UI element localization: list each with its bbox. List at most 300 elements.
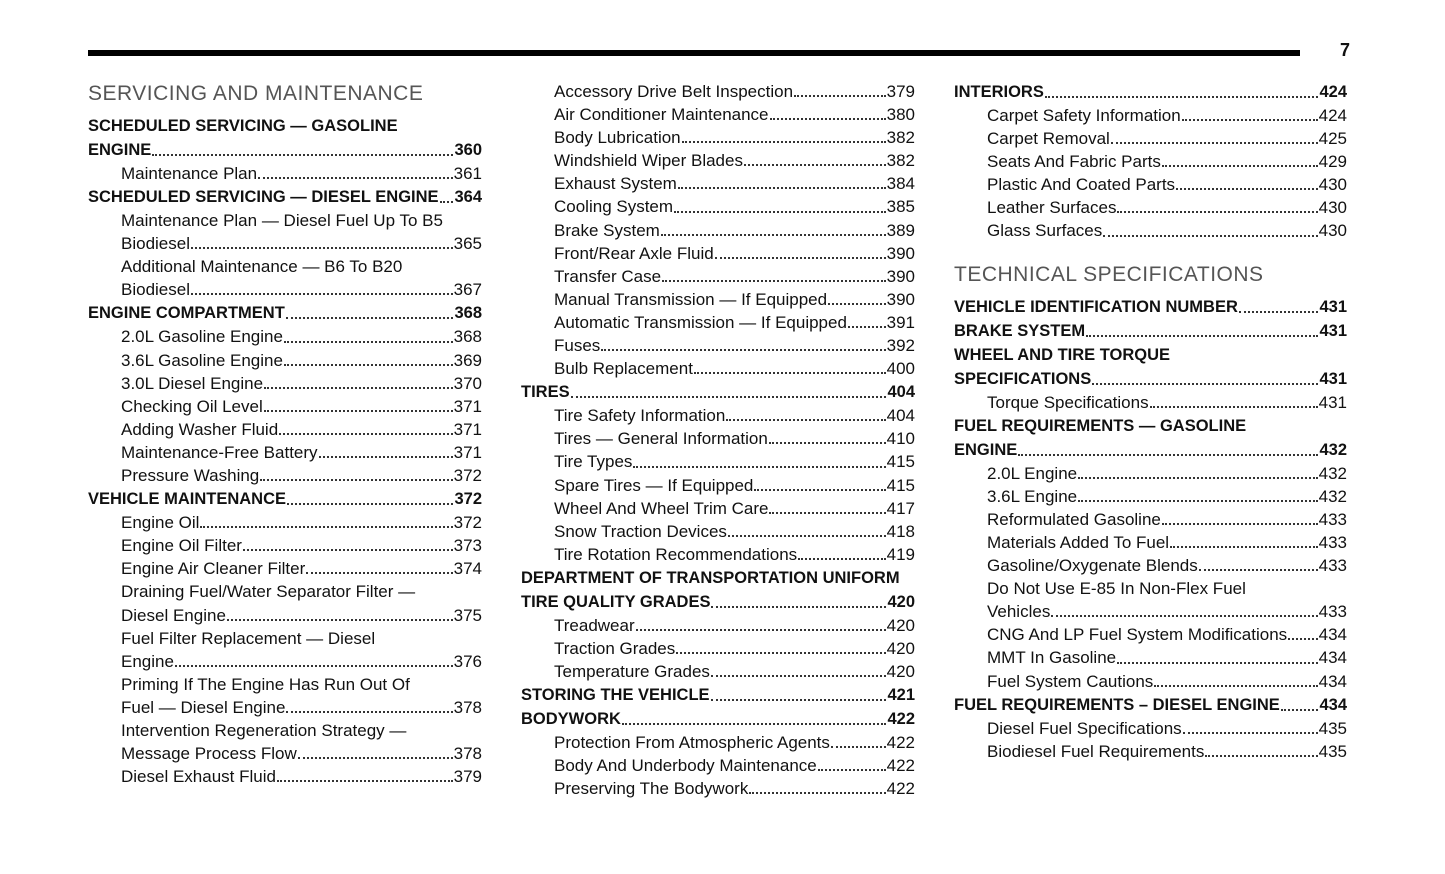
- toc-entry[interactable]: [954, 127, 1347, 150]
- toc-entry[interactable]: [88, 325, 482, 348]
- entry-page-number: 371: [453, 396, 482, 416]
- entry-page-number: 379: [453, 767, 482, 787]
- entry-page-number: 374: [453, 559, 482, 579]
- entry-title: Glass Surfaces: [987, 221, 1103, 241]
- entry-page-number: 419: [886, 544, 915, 564]
- dot-leader: [1150, 406, 1318, 408]
- entry-title: TIRES: [521, 383, 570, 402]
- dot-leader: [284, 341, 453, 343]
- entry-title: Fuel — Diesel Engine: [121, 697, 286, 717]
- toc-entry[interactable]: [88, 627, 482, 650]
- dot-leader: [1288, 638, 1317, 640]
- toc-entry[interactable]: [954, 391, 1347, 414]
- toc-entry[interactable]: [954, 196, 1347, 219]
- entry-title: VEHICLE MAINTENANCE: [88, 490, 287, 509]
- dot-leader: [678, 187, 886, 189]
- toc-entry[interactable]: [521, 242, 915, 265]
- entry-title: Message Process Flow: [121, 744, 297, 764]
- dot-leader: [260, 479, 452, 481]
- toc-entry[interactable]: [88, 765, 482, 788]
- dot-leader: [711, 699, 887, 701]
- toc-heading-entry[interactable]: [954, 319, 1347, 343]
- entry-title: Spare Tires — If Equipped: [554, 475, 754, 495]
- dot-leader: [1051, 615, 1317, 617]
- entry-page-number: 430: [1318, 175, 1347, 195]
- entry-title: Tire Rotation Recommendations: [554, 544, 798, 564]
- dot-leader: [744, 164, 886, 166]
- dot-leader: [711, 606, 886, 608]
- entry-title: Biodiesel: [121, 280, 190, 300]
- entry-page-number: 434: [1318, 625, 1347, 645]
- dot-leader: [848, 326, 886, 328]
- dot-leader: [1117, 211, 1317, 213]
- page-number: 7: [1339, 40, 1350, 60]
- entry-title: MMT In Gasoline: [987, 648, 1117, 668]
- toc-heading-entry[interactable]: [88, 185, 482, 209]
- dot-leader: [1078, 477, 1318, 479]
- toc-entry[interactable]: [88, 696, 482, 719]
- entry-page-number: 400: [886, 359, 915, 379]
- toc-entry[interactable]: [521, 427, 915, 450]
- dot-leader: [682, 141, 886, 143]
- entry-page-number: 390: [886, 289, 915, 309]
- entry-page-number: 382: [886, 151, 915, 171]
- entry-page-number: 417: [886, 498, 915, 518]
- toc-heading-entry[interactable]: [521, 707, 915, 731]
- entry-title: Snow Traction Devices: [554, 521, 727, 541]
- toc-heading-entry[interactable]: [88, 114, 482, 138]
- dot-leader: [622, 723, 887, 725]
- entry-title: Additional Maintenance — B6 To B20: [121, 257, 403, 277]
- section-title: SERVICING AND MAINTENANCE: [88, 82, 424, 105]
- dot-leader: [601, 349, 885, 351]
- toc-entry[interactable]: [954, 740, 1347, 763]
- dot-leader: [1117, 662, 1318, 664]
- toc-entry[interactable]: [954, 577, 1347, 600]
- entry-title: FUEL REQUIREMENTS – DIESEL ENGINE: [954, 695, 1280, 714]
- entry-title: Checking Oil Level: [121, 396, 263, 416]
- toc-entry[interactable]: [521, 219, 915, 242]
- toc-entry[interactable]: [521, 311, 915, 334]
- entry-title: Automatic Transmission — If Equipped: [554, 312, 847, 332]
- entry-page-number: 373: [453, 536, 482, 556]
- entry-title: Air Conditioner Maintenance: [554, 105, 769, 125]
- entry-page-number: 371: [453, 419, 482, 439]
- entry-page-number: 391: [886, 312, 915, 332]
- toc-entry[interactable]: [954, 623, 1347, 646]
- toc-entry[interactable]: [954, 173, 1347, 196]
- toc-heading-entry[interactable]: [521, 380, 915, 404]
- entry-title: 3.6L Engine: [987, 486, 1078, 506]
- dot-leader: [1281, 709, 1319, 711]
- entry-page-number: 434: [1318, 671, 1347, 691]
- entry-title: SPECIFICATIONS: [954, 369, 1092, 388]
- toc-entry[interactable]: [88, 604, 482, 627]
- entry-page-number: 430: [1318, 221, 1347, 241]
- entry-title: 2.0L Engine: [987, 463, 1078, 483]
- dot-leader: [1045, 96, 1319, 98]
- entry-page-number: 378: [453, 744, 482, 764]
- dot-leader: [277, 780, 453, 782]
- toc-entry[interactable]: [954, 600, 1347, 623]
- entry-page-number: 431: [1319, 321, 1347, 340]
- entry-title: Adding Washer Fluid: [121, 419, 279, 439]
- entry-title: Treadwear: [554, 615, 635, 635]
- entry-title: SCHEDULED SERVICING — DIESEL ENGINE: [88, 188, 439, 207]
- entry-title: Priming If The Engine Has Run Out Of: [121, 674, 410, 694]
- entry-title: Maintenance Plan: [121, 164, 258, 183]
- entry-page-number: 415: [886, 452, 915, 472]
- entry-title: Engine: [121, 651, 174, 671]
- dot-leader: [1018, 454, 1318, 456]
- toc-entry[interactable]: [521, 80, 915, 103]
- entry-page-number: 384: [886, 174, 915, 194]
- entry-page-number: 382: [886, 128, 915, 148]
- entry-page-number: 371: [453, 442, 482, 462]
- entry-title: Seats And Fabric Parts: [987, 152, 1161, 172]
- toc-entry[interactable]: [521, 474, 915, 497]
- entry-page-number: 432: [1318, 486, 1347, 506]
- entry-page-number: 433: [1318, 556, 1347, 576]
- entry-title: BRAKE SYSTEM: [954, 321, 1086, 340]
- entry-title: ENGINE: [954, 440, 1018, 459]
- entry-page-number: 372: [454, 490, 482, 509]
- toc-entry[interactable]: [954, 717, 1347, 740]
- entry-title: Torque Specifications: [987, 392, 1149, 412]
- entry-page-number: 392: [886, 336, 915, 356]
- entry-title: 3.6L Gasoline Engine: [121, 350, 283, 370]
- entry-title: INTERIORS: [954, 83, 1044, 101]
- entry-page-number: 360: [454, 141, 482, 159]
- dot-leader: [831, 746, 886, 748]
- toc-entry[interactable]: [88, 464, 482, 487]
- toc-entry[interactable]: [88, 673, 482, 696]
- entry-title: Draining Fuel/Water Separator Filter —: [121, 582, 416, 602]
- entry-page-number: 433: [1318, 532, 1347, 552]
- toc-heading-entry[interactable]: [521, 683, 915, 707]
- toc-entry[interactable]: [521, 497, 915, 520]
- entry-page-number: 433: [1318, 602, 1347, 622]
- entry-title: Tire Types: [554, 452, 633, 472]
- dot-leader: [1154, 685, 1317, 687]
- toc-entry[interactable]: [954, 150, 1347, 173]
- entry-title: Transfer Case: [554, 266, 662, 286]
- toc-entry[interactable]: [521, 754, 915, 777]
- entry-page-number: 370: [453, 373, 482, 393]
- entry-page-number: 389: [886, 220, 915, 240]
- entry-title: Bulb Replacement: [554, 359, 693, 379]
- toc-heading-entry[interactable]: [954, 295, 1347, 319]
- toc-entry[interactable]: [88, 418, 482, 441]
- toc-heading-entry[interactable]: [88, 301, 482, 325]
- toc-entry[interactable]: [954, 104, 1347, 127]
- dot-leader: [769, 512, 885, 514]
- toc-heading-entry[interactable]: [954, 693, 1347, 717]
- entry-title: Fuses: [554, 336, 601, 356]
- toc-entry[interactable]: [88, 349, 482, 372]
- entry-title: Vehicles: [987, 602, 1051, 622]
- toc-entry[interactable]: [88, 742, 482, 765]
- entry-page-number: 435: [1318, 718, 1347, 738]
- toc-entry[interactable]: [88, 511, 482, 534]
- dot-leader: [1086, 335, 1318, 337]
- entry-title: Body And Underbody Maintenance: [554, 756, 817, 776]
- dot-leader: [1239, 311, 1319, 313]
- toc-entry[interactable]: [521, 288, 915, 311]
- dot-leader: [715, 257, 886, 259]
- entry-page-number: 434: [1319, 695, 1347, 714]
- entry-title: Reformulated Gasoline: [987, 509, 1161, 529]
- entry-title: CNG And LP Fuel System Modifications: [987, 625, 1288, 645]
- toc-heading-entry[interactable]: [954, 367, 1347, 391]
- toc-entry[interactable]: [521, 265, 915, 288]
- entry-page-number: 429: [1318, 152, 1347, 172]
- entry-title: Manual Transmission — If Equipped: [554, 289, 828, 309]
- entry-page-number: 375: [453, 605, 482, 625]
- toc-entry[interactable]: [521, 126, 915, 149]
- entry-page-number: 404: [887, 383, 915, 402]
- entry-title: Front/Rear Axle Fluid: [554, 243, 714, 263]
- entry-page-number: 434: [1318, 648, 1347, 668]
- entry-title: Carpet Safety Information: [987, 106, 1181, 125]
- toc-entry[interactable]: [521, 172, 915, 195]
- dot-leader: [749, 792, 885, 794]
- entry-page-number: 372: [453, 466, 482, 486]
- dot-leader: [676, 652, 885, 654]
- entry-page-number: 431: [1318, 392, 1347, 412]
- entry-title: VEHICLE IDENTIFICATION NUMBER: [954, 297, 1238, 316]
- dot-leader: [175, 665, 453, 667]
- dot-leader: [243, 549, 453, 551]
- entry-title: Temperature Grades: [554, 662, 710, 682]
- toc-heading-entry[interactable]: [88, 138, 482, 162]
- dot-leader: [286, 711, 452, 713]
- toc-entry[interactable]: [521, 520, 915, 543]
- dot-leader: [661, 234, 886, 236]
- entry-title: Diesel Exhaust Fluid: [121, 767, 276, 787]
- entry-title: Engine Oil: [121, 513, 200, 533]
- toc-entry[interactable]: [521, 731, 915, 754]
- entry-title: Fuel Filter Replacement — Diesel: [121, 628, 376, 648]
- entry-title: Body Lubrication: [554, 128, 681, 148]
- entry-page-number: 376: [453, 651, 482, 671]
- toc-entry[interactable]: [521, 103, 915, 126]
- entry-title: Do Not Use E-85 In Non-Flex Fuel: [987, 579, 1246, 599]
- entry-title: STORING THE VEHICLE: [521, 686, 710, 705]
- toc-entry[interactable]: [954, 670, 1347, 693]
- toc-entry[interactable]: [521, 357, 915, 380]
- dot-leader: [1162, 165, 1318, 167]
- entry-title: Preserving The Bodywork: [554, 779, 749, 799]
- entry-title: Intervention Regeneration Strategy —: [121, 720, 407, 740]
- dot-leader: [1092, 383, 1318, 385]
- entry-title: TIRE QUALITY GRADES: [521, 592, 711, 611]
- entry-title: Materials Added To Fuel: [987, 532, 1170, 552]
- dot-leader: [284, 364, 453, 366]
- toc-entry[interactable]: [88, 557, 482, 580]
- entry-title: ENGINE COMPARTMENT: [88, 304, 285, 323]
- entry-title: DEPARTMENT OF TRANSPORTATION UNIFORM: [521, 568, 900, 587]
- toc-column-3: [954, 80, 1347, 763]
- entry-page-number: 421: [887, 686, 915, 705]
- entry-title: BODYWORK: [521, 710, 621, 729]
- toc-entry[interactable]: [88, 162, 482, 185]
- dot-leader: [1103, 235, 1317, 237]
- toc-entry[interactable]: [954, 485, 1347, 508]
- entry-title: WHEEL AND TIRE TORQUE: [954, 345, 1171, 364]
- entry-page-number: 431: [1319, 369, 1347, 388]
- toc-entry[interactable]: [954, 219, 1347, 242]
- dot-leader: [306, 572, 452, 574]
- entry-page-number: 385: [886, 197, 915, 217]
- toc-entry[interactable]: [521, 450, 915, 473]
- toc-entry[interactable]: [88, 580, 482, 603]
- entry-title: Maintenance-Free Battery: [121, 442, 318, 462]
- toc-heading-entry[interactable]: [954, 80, 1347, 104]
- entry-title: Carpet Removal: [987, 129, 1110, 149]
- entry-page-number: 368: [454, 304, 482, 323]
- toc-entry[interactable]: [88, 209, 482, 232]
- entry-page-number: 422: [887, 710, 915, 729]
- entry-title: Cooling System: [554, 197, 674, 217]
- toc-heading-entry[interactable]: [88, 487, 482, 511]
- toc-entry[interactable]: [521, 149, 915, 172]
- dot-leader: [319, 456, 453, 458]
- entry-title: 3.0L Diesel Engine: [121, 373, 264, 393]
- dot-leader: [258, 177, 453, 179]
- toc-entry[interactable]: [88, 534, 482, 557]
- entry-title: Diesel Fuel Specifications: [987, 718, 1182, 738]
- dot-leader: [769, 442, 886, 444]
- entry-page-number: 432: [1318, 463, 1347, 483]
- entry-page-number: 425: [1318, 129, 1347, 149]
- toc-heading-entry[interactable]: [954, 343, 1347, 367]
- entry-page-number: 432: [1319, 440, 1347, 459]
- entry-page-number: 435: [1318, 741, 1347, 761]
- entry-page-number: 380: [886, 105, 915, 125]
- dot-leader: [1182, 119, 1318, 121]
- toc-entry[interactable]: [521, 404, 915, 427]
- dot-leader: [1078, 500, 1318, 502]
- entry-title: Maintenance Plan — Diesel Fuel Up To B5: [121, 211, 443, 231]
- dot-leader: [191, 247, 453, 249]
- dot-leader: [636, 629, 886, 631]
- dot-leader: [1205, 755, 1317, 757]
- toc-entry[interactable]: [88, 650, 482, 673]
- dot-leader: [152, 154, 453, 156]
- entry-page-number: 378: [453, 697, 482, 717]
- entry-page-number: 433: [1318, 509, 1347, 529]
- dot-leader: [264, 410, 453, 412]
- toc-column-2: [521, 80, 915, 800]
- entry-page-number: 420: [886, 638, 915, 658]
- toc-column-1: [88, 80, 482, 788]
- dot-leader: [1170, 546, 1318, 548]
- toc-heading-entry[interactable]: [521, 590, 915, 614]
- toc-entry[interactable]: [88, 372, 482, 395]
- entry-page-number: 422: [886, 733, 915, 753]
- entry-page-number: 372: [453, 513, 482, 533]
- dot-leader: [726, 419, 885, 421]
- entry-page-number: 415: [886, 475, 915, 495]
- toc-entry[interactable]: [521, 777, 915, 800]
- toc-entry[interactable]: [88, 395, 482, 418]
- dot-leader: [440, 201, 454, 203]
- entry-page-number: 367: [453, 280, 482, 300]
- dot-leader: [287, 503, 453, 505]
- entry-page-number: 365: [453, 234, 482, 254]
- toc-entry[interactable]: [88, 719, 482, 742]
- entry-title: Traction Grades: [554, 638, 676, 658]
- toc-entry[interactable]: [88, 441, 482, 464]
- entry-page-number: 404: [886, 406, 915, 426]
- entry-page-number: 364: [454, 188, 482, 207]
- entry-title: Windshield Wiper Blades: [554, 151, 743, 171]
- entry-page-number: 424: [1319, 83, 1347, 101]
- entry-page-number: 369: [453, 350, 482, 370]
- toc-entry[interactable]: [954, 462, 1347, 485]
- toc-entry[interactable]: [88, 278, 482, 301]
- dot-leader: [298, 757, 453, 759]
- dot-leader: [794, 95, 886, 97]
- toc-heading-entry[interactable]: [521, 566, 915, 590]
- entry-title: Brake System: [554, 220, 660, 240]
- entry-page-number: 422: [886, 756, 915, 776]
- entry-page-number: 390: [886, 266, 915, 286]
- entry-page-number: 430: [1318, 198, 1347, 218]
- toc-entry[interactable]: [521, 195, 915, 218]
- toc-heading-entry[interactable]: [954, 438, 1347, 462]
- dot-leader: [571, 396, 887, 398]
- dot-leader: [818, 769, 886, 771]
- entry-title: Engine Air Cleaner Filter: [121, 559, 306, 579]
- toc-entry[interactable]: [954, 554, 1347, 577]
- toc-entry[interactable]: [521, 543, 915, 566]
- toc-heading-entry[interactable]: [954, 414, 1347, 438]
- toc-entry[interactable]: [521, 637, 915, 660]
- toc-entry[interactable]: [521, 660, 915, 683]
- entry-title: Gasoline/Oxygenate Blends: [987, 556, 1198, 576]
- dot-leader: [828, 303, 886, 305]
- toc-entry[interactable]: [954, 646, 1347, 669]
- entry-title: Protection From Atmospheric Agents: [554, 733, 830, 753]
- dot-leader: [754, 489, 885, 491]
- dot-leader: [200, 526, 452, 528]
- toc-entry[interactable]: [521, 614, 915, 637]
- toc-entry[interactable]: [521, 334, 915, 357]
- toc-entry[interactable]: [88, 232, 482, 255]
- dot-leader: [711, 675, 886, 677]
- entry-title: Pressure Washing: [121, 466, 260, 486]
- entry-page-number: 424: [1318, 106, 1347, 125]
- entry-title: 2.0L Gasoline Engine: [121, 327, 283, 347]
- entry-page-number: 420: [886, 615, 915, 635]
- toc-entry[interactable]: [954, 508, 1347, 531]
- entry-page-number: 422: [886, 779, 915, 799]
- entry-title: Tires — General Information: [554, 429, 768, 449]
- dot-leader: [227, 619, 453, 621]
- toc-entry[interactable]: [88, 255, 482, 278]
- entry-page-number: 368: [453, 327, 482, 347]
- dot-leader: [662, 280, 886, 282]
- dot-leader: [1111, 142, 1318, 144]
- entry-title: Biodiesel Fuel Requirements: [987, 741, 1205, 761]
- entry-title: FUEL REQUIREMENTS — GASOLINE: [954, 416, 1247, 435]
- dot-leader: [1176, 188, 1318, 190]
- entry-title: SCHEDULED SERVICING — GASOLINE: [88, 117, 398, 135]
- dot-leader: [770, 118, 886, 120]
- toc-entry[interactable]: [954, 531, 1347, 554]
